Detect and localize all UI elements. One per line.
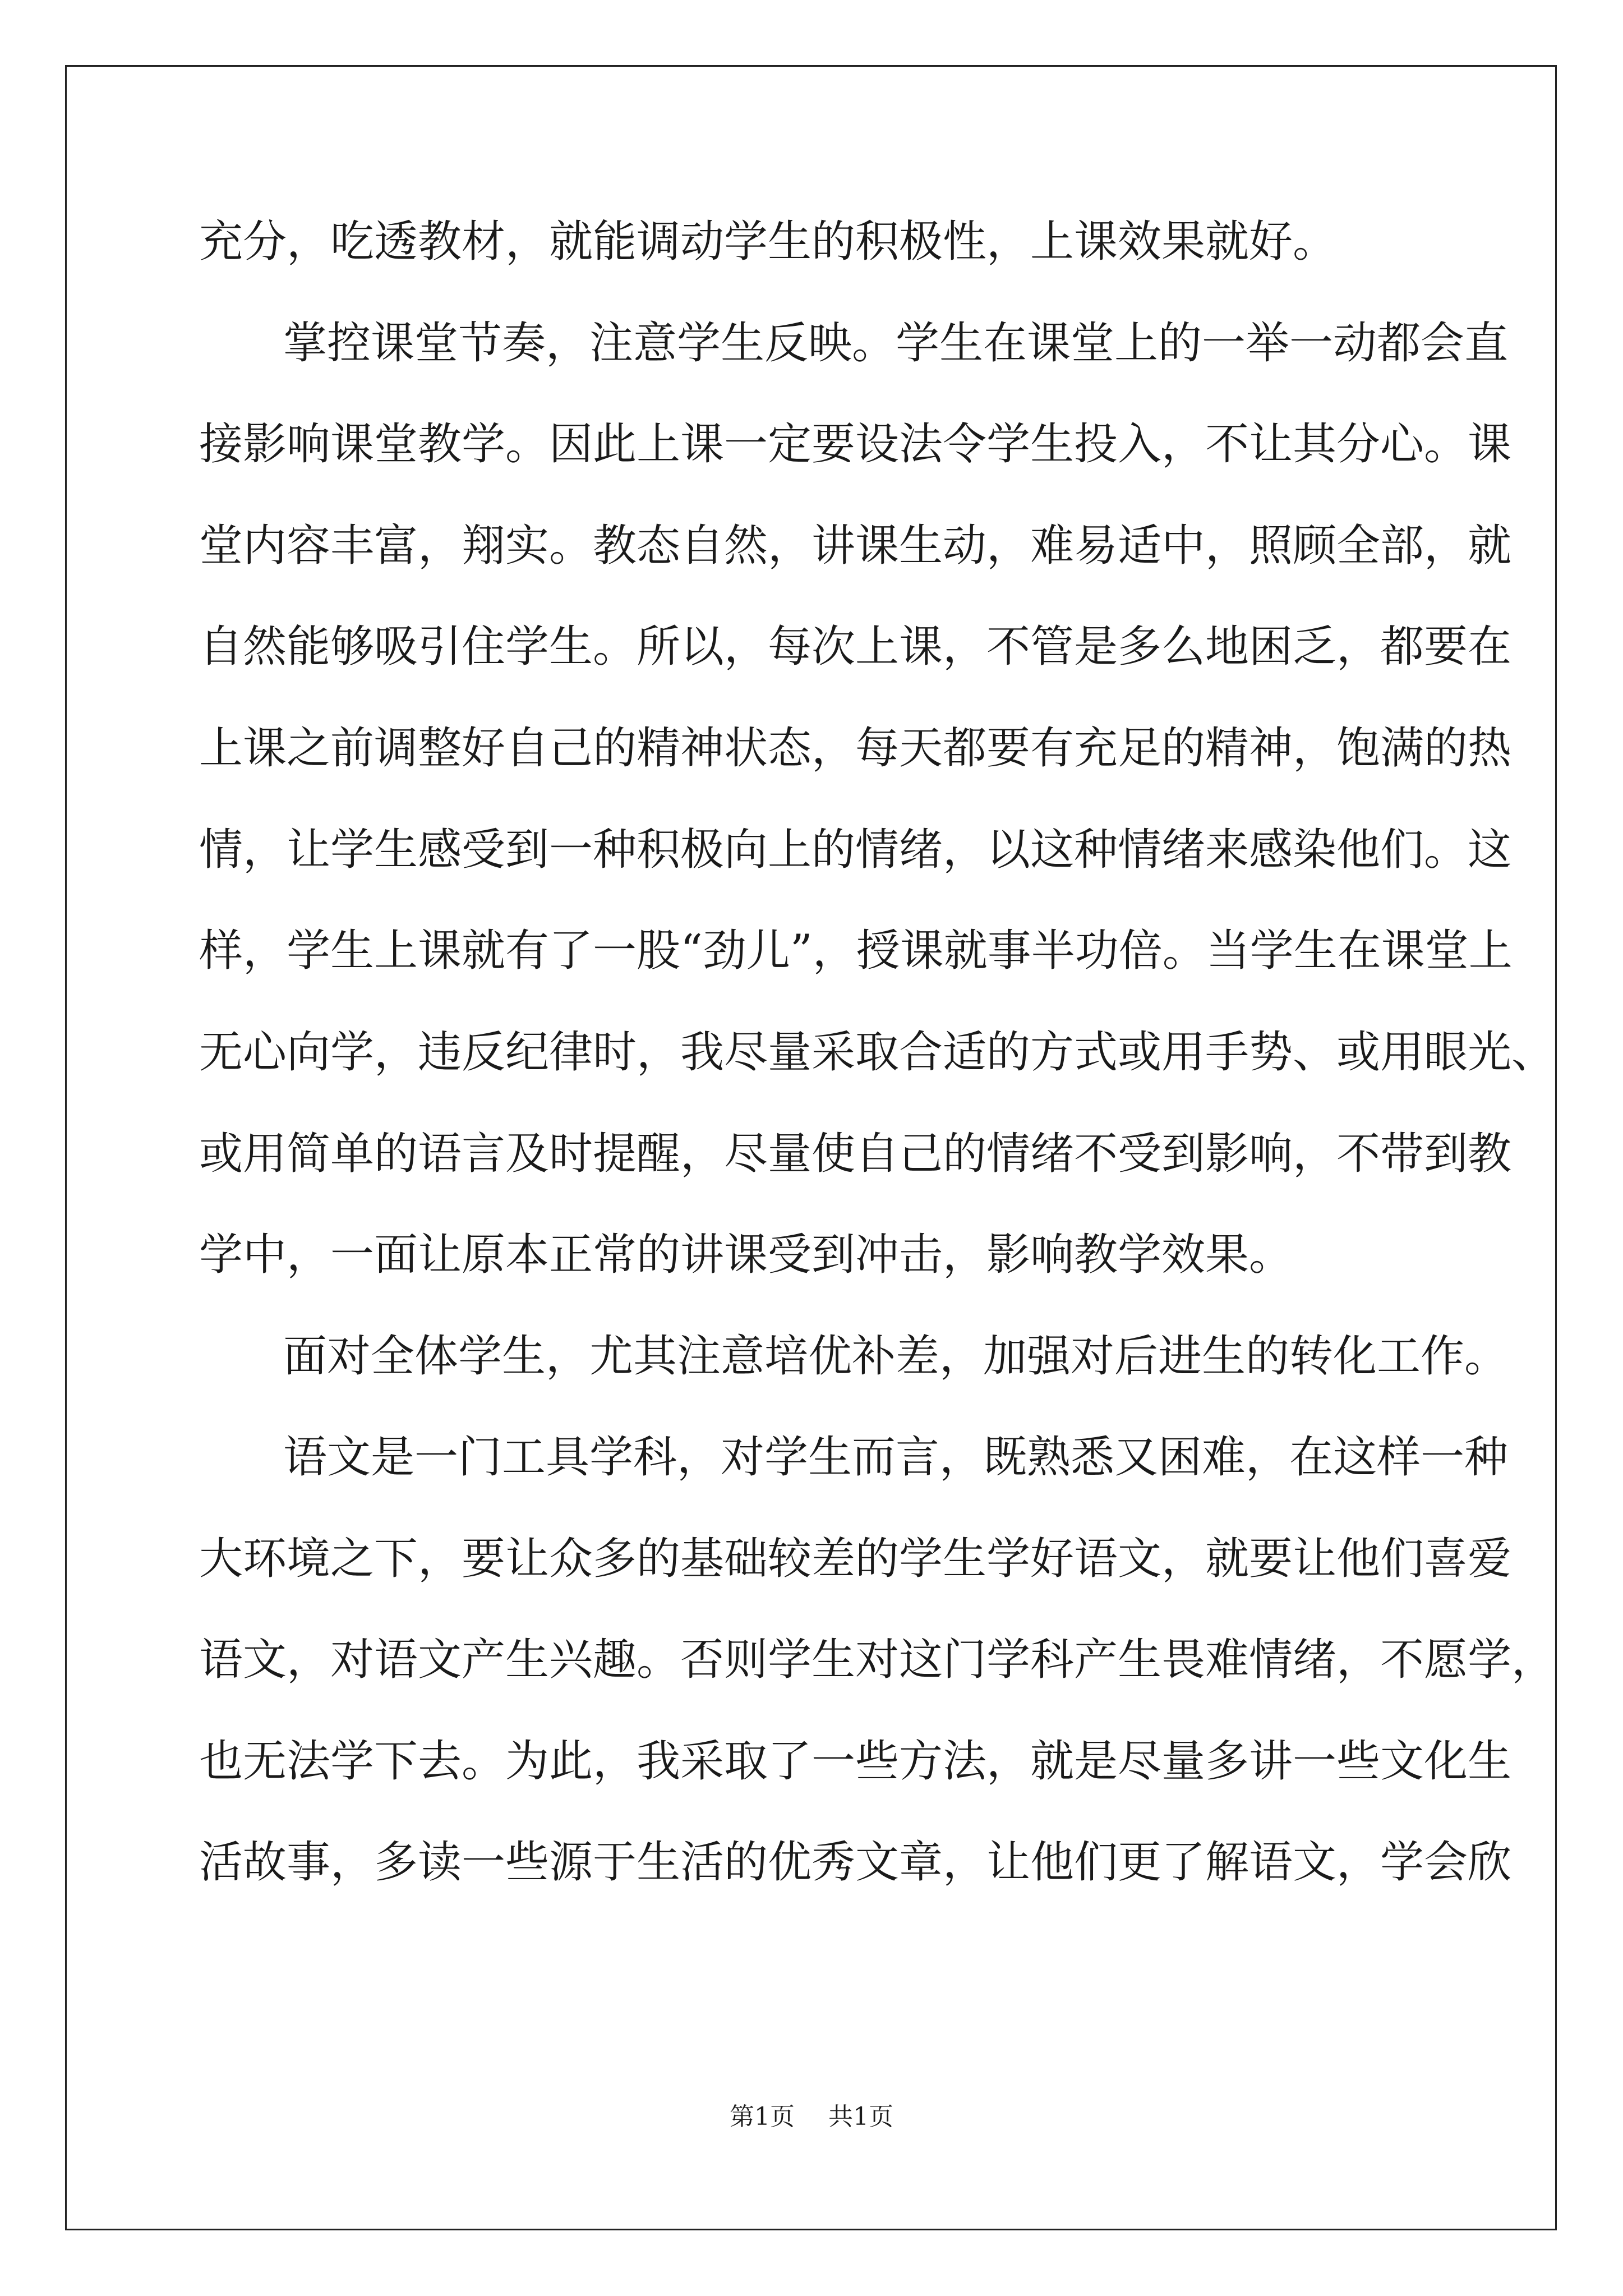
text-line: 样，学生上课就有了一股“劲儿”，授课就事半功倍。当学生在课堂上 [199,926,1513,976]
text-line: 或用简单的语言及时提醒，尽量使自己的情绪不受到影响，不带到教 [199,1129,1512,1179]
text-line: 掌控课堂节奏，注意学生反映。学生在课堂上的一举一动都会直 [283,318,1509,369]
text-line: 充分，吃透教材，就能调动学生的积极性，上课效果就好。 [199,217,1337,267]
text-line: 大环境之下，要让众多的基础较差的学生学好语文，就要让他们喜爱 [199,1534,1512,1584]
page-total: 共1页 [828,2102,893,2131]
text-line: 无心向学，违反纪律时，我尽量采取合适的方式或用手势、或用眼光、 [199,1027,1556,1078]
page-number: 第1页 [730,2102,795,2131]
text-line: 也无法学下去。为此，我采取了一些方法，就是尽量多讲一些文化生 [199,1736,1512,1787]
text-line: 上课之前调整好自己的精神状态，每天都要有充足的精神，饱满的热 [199,723,1512,774]
text-line: 自然能够吸引住学生。所以，每次上课，不管是多么地困乏，都要在 [199,622,1512,672]
text-line: 活故事，多读一些源于生活的优秀文章，让他们更了解语文，学会欣 [199,1837,1512,1888]
page-footer [0,2100,1623,2134]
text-line: 堂内容丰富，翔实。教态自然，讲课生动，难易适中，照顾全部，就 [199,521,1512,571]
text-line: 接影响课堂教学。因此上课一定要设法令学生投入，不让其分心。课 [199,419,1512,470]
text-line: 语文，对语文产生兴趣。否则学生对这门学科产生畏难情绪，不愿学， [199,1635,1556,1685]
text-line: 面对全体学生，尤其注意培优补差，加强对后进生的转化工作。 [283,1331,1509,1382]
text-line: 语文是一门工具学科，对学生而言，既熟悉又困难，在这样一种 [283,1432,1509,1483]
text-line: 学中，一面让原本正常的讲课受到冲击，影响教学效果。 [199,1230,1293,1280]
text-line: 情，让学生感受到一种积极向上的情绪，以这种情绪来感染他们。这 [199,825,1512,875]
